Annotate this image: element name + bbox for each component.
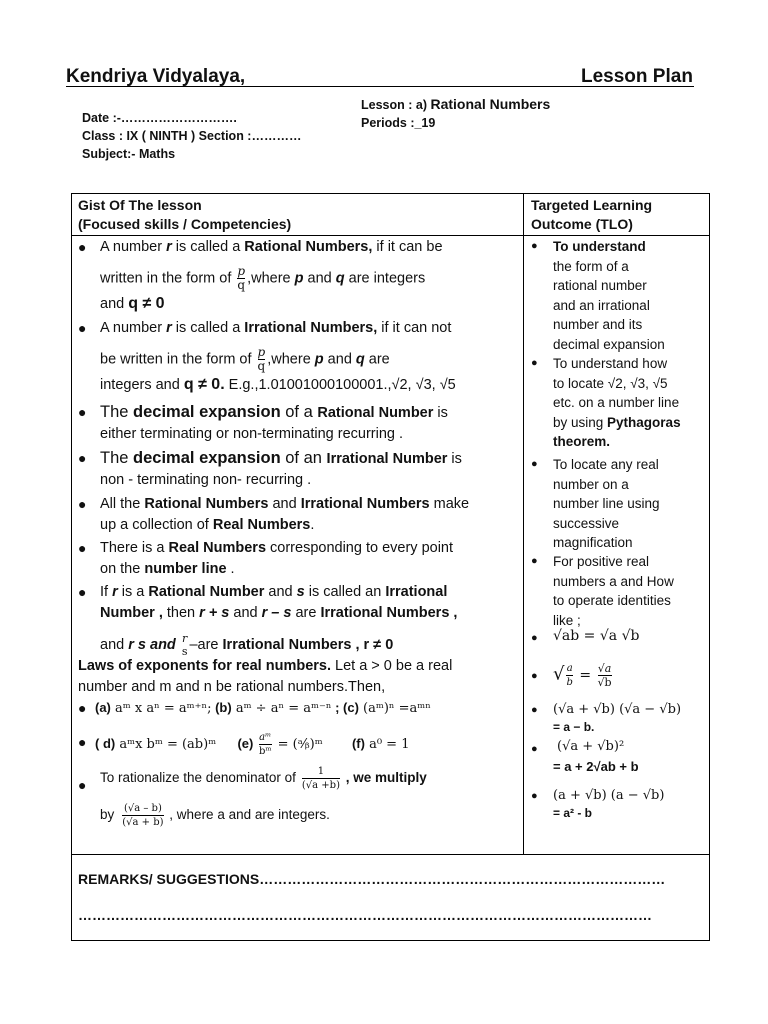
tlo-line: etc. on a number line [553,395,680,410]
tlo-line: number on a [553,476,629,492]
bullet-icon: ● [531,790,538,802]
identity-square-of-sum [553,737,639,776]
tlo-header-line1: Targeted Learning [531,197,653,213]
bullet-icon: ● [78,496,87,512]
tlo-line: successive [553,515,620,531]
gist-line: If r is a Rational Number and s is called an Irrational [100,584,448,600]
remarks-row-divider [71,854,710,855]
gist-line: non - terminating non- recurring . [100,472,312,488]
gist-line: number and m and n be rational numbers.Then, [78,679,386,695]
identity-root-product: √ab = √a √b [553,628,640,644]
tlo-line: To understand how [553,356,668,371]
bullet-icon: ● [531,357,538,369]
gist-line: Number , then r + s and r – s are Irrational Numbers , [100,605,458,621]
tlo-line: like ; [553,612,581,628]
tlo-locate-real [553,455,705,553]
gist-rational-definition [100,237,520,315]
bullet-icon: ● [531,240,538,252]
tlo-line: number line using [553,496,660,511]
gist-sum-difference [100,582,520,658]
remarks-label: REMARKS/ SUGGESTIONS…………………………………………………………………………… [78,871,666,887]
bullet-icon: ● [531,555,538,567]
gist-irrational-decimal [100,448,520,491]
bullet-icon: ● [78,540,87,556]
rationalize-rule [100,765,520,829]
bullet-icon: ● [78,700,87,716]
fraction-root-a-over-root-b: $\frac{√a}{√b}$ [597,662,612,689]
tlo-line: the form of a [553,258,629,274]
identity-root-quotient: √ $\frac{a}{b}$ = $\frac{√a}{√b}$ [553,662,612,689]
bullet-icon: ● [531,704,538,716]
lesson-label: Lesson : a) [361,98,427,112]
identity-difference-of-squares [553,700,681,734]
fraction-p-over-q: $\frac{p}{q}$ [257,345,266,373]
tlo-line: decimal expansion [553,336,665,352]
bullet-icon: ● [531,632,538,644]
gist-real-numbers [100,494,520,536]
header-row-divider [71,235,710,236]
gist-number-line [100,538,520,580]
fraction-am-over-bm: $\frac{\text{aᵐ}}{\text{bᵐ}}$ [258,732,272,757]
tlo-line: rational number [553,278,647,293]
exponent-laws-abc: (a) aᵐ x aⁿ = aᵐ⁺ⁿ; (b) aᵐ ÷ aⁿ = aᵐ⁻ⁿ ; (c) (aᵐ)ⁿ =aᵐⁿ [95,700,431,716]
gist-line: be written in the form of $\frac{p}{q}$ ,where p and q are [100,345,390,373]
bullet-icon: ● [78,734,87,750]
tlo-line: To understand [553,239,646,254]
date-field: Date :-………………………. [82,111,237,125]
identity-expression: (√a + √b)² [557,739,625,754]
gist-line: A number r is called a Rational Numbers, if it can be [100,239,443,255]
fraction-rationalize-target: $\frac{1}{(√a +b)}$ [301,766,340,791]
gist-line: and r s and r s –are Irrational Numbers , r ≠ 0 [100,632,394,658]
gist-line: The decimal expansion of a Rational Number is [100,403,448,421]
fraction-a-over-b: $\frac{a}{b}$ [566,663,573,688]
gist-line: and q ≠ 0 [100,295,165,312]
header-divider [66,86,694,87]
identity-expression: (√a + √b) (√a − √b) [553,702,682,717]
gist-irrational-definition [100,318,520,396]
lesson-field [361,95,550,114]
bullet-icon: ● [78,450,87,466]
gist-line: There is a Real Numbers corresponding to every point [100,540,454,556]
tlo-line: magnification [553,535,633,550]
gist-line: up a collection of Real Numbers. [100,517,315,533]
bullet-icon: ● [78,584,87,600]
bullet-icon: ● [78,777,87,793]
identity-result: = a + 2√ab + b [553,758,639,774]
gist-line: To rationalize the denominator of $\frac{1}{(√a +b)}$ , we multiply [100,766,427,791]
periods-field: Periods :_19 [361,116,436,130]
tlo-line: theorem. [553,434,611,449]
tlo-line: to operate identities [553,593,671,608]
gist-line: either terminating or non-terminating recurring . [100,426,404,442]
tlo-identities [553,552,705,630]
fraction-r-over-s: r s [181,632,188,658]
lesson-name: Rational Numbers [430,96,551,112]
gist-line: integers and q ≠ 0. E.g.,1.01001000100001.,√2, √3, √5 [100,376,456,393]
tlo-line: numbers a and How [553,573,674,589]
tlo-locate-roots [553,354,705,452]
fraction-rationalizing-factor: $\frac{(√a - b)}{(√a + b)}$ [122,803,164,828]
tlo-line: to locate √2, √3, √5 [553,375,668,391]
bullet-icon: ● [78,404,87,420]
fraction-p-over-q: $\frac{p}{q}$ [237,264,246,292]
subject-field: Subject:- Maths [82,147,176,161]
tlo-line: For positive real [553,554,650,569]
bullet-icon: ● [78,239,87,255]
bullet-icon: ● [78,320,87,336]
gist-column-header [78,196,291,234]
gist-line: written in the form of $\frac{p}{q}$ ,where p and q are integers [100,264,426,292]
tlo-column-header [531,196,652,234]
tlo-line: and an irrational [553,297,650,313]
bullet-icon: ● [531,670,538,682]
remarks-line: …………………………………………………………………………………………………………… [78,907,652,923]
gist-line: by $\frac{(√a - b)}{(√a + b)}$ , where a and are integers. [100,803,330,828]
tlo-line: To locate any real [553,457,659,472]
identity-result: = a² - b [553,805,593,820]
gist-line: A number r is called a Irrational Numbers, if it can not [100,320,452,336]
gist-header-line1: Gist Of The lesson [78,197,202,213]
tlo-line: by using Pythagoras [553,414,681,430]
identity-product-conjugates [553,786,664,820]
identity-expression: (a + √b) (a − √b) [553,788,665,803]
gist-line: All the Rational Numbers and Irrational Numbers make [100,496,470,512]
gist-header-line2: (Focused skills / Competencies) [78,216,292,232]
tlo-line: number and its [553,317,643,332]
exponent-laws-def: ( d) aᵐx bᵐ = (ab)ᵐ (e) $\frac{\text{aᵐ}}{\text{bᵐ}}$ = (ᵃ⁄ᵦ)ᵐ (f) a⁰ = 1 [95,732,410,757]
gist-line: The decimal expansion of an Irrational Number is [100,449,462,467]
column-divider [523,193,524,854]
identity-result: = a − b. [553,719,595,734]
laws-of-exponents-intro [78,656,518,698]
tlo-understand-forms [553,237,705,354]
bullet-icon: ● [531,458,538,470]
bullet-icon: ● [531,743,538,755]
gist-line: Laws of exponents for real numbers. Let a > 0 be a real [78,658,453,674]
tlo-header-line2: Outcome (TLO) [531,216,633,232]
gist-line: on the number line . [100,561,235,577]
document-type: Lesson Plan [581,66,693,87]
class-section-field: Class : IX ( NINTH ) Section :………… [82,129,302,143]
school-name: Kendriya Vidyalaya, [66,66,246,87]
gist-rational-decimal [100,402,520,445]
